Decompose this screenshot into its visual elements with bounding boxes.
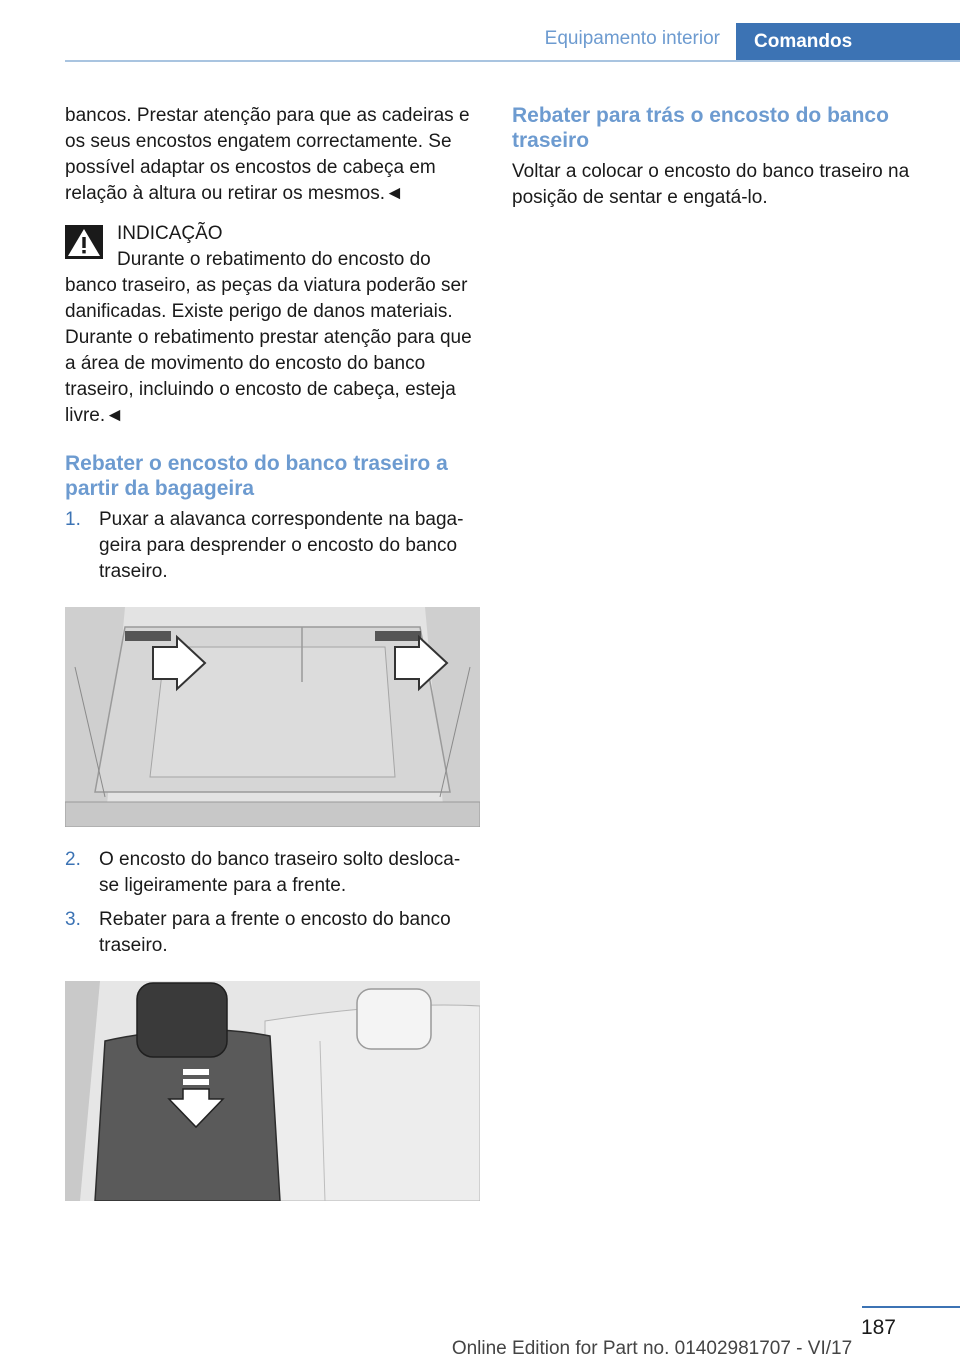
note-title: INDICAÇÃO <box>117 223 223 244</box>
right-column <box>512 103 930 211</box>
step-number: 2. <box>65 849 81 870</box>
footer-divider <box>862 1306 960 1308</box>
list-item <box>65 847 480 899</box>
list-item <box>65 907 480 959</box>
steps-list-continued <box>65 847 480 959</box>
steps-list <box>65 507 480 585</box>
note-body: Durante o rebatimento do encosto do banco traseiro, as peças da viatura poderão ser danificadas. Existe perigo de danos materiais. Durante o rebatimento prestar atenção para que a área de movimento do encosto do banco traseiro, incluindo o encosto de cabeça, esteja livre.◄ <box>65 249 472 426</box>
left-column <box>65 103 480 1221</box>
warning-triangle-icon <box>65 225 103 259</box>
step-number: 3. <box>65 909 81 930</box>
caution-note <box>65 221 480 429</box>
seat-backrest-fold-illustration <box>65 981 480 1201</box>
section-heading-fold-from-trunk: Rebater o encosto do banco traseiro a partir da bagageira <box>65 452 448 500</box>
list-item <box>65 507 480 585</box>
right-body-paragraph: Voltar a colocar o encosto do banco traseiro na posição de sentar e engatá-lo. <box>512 161 910 208</box>
trunk-release-lever-illustration <box>65 607 480 827</box>
step-number: 1. <box>65 509 81 530</box>
step-text: Rebater para a frente o encosto do banco traseiro. <box>99 909 451 956</box>
page-number: 187 <box>860 1316 896 1339</box>
step-text: O encosto do banco traseiro solto desloca-se ligeiramente para a frente. <box>99 849 461 896</box>
header-section-title: Equipamento interior <box>544 28 720 49</box>
header-chapter-tab: Comandos <box>736 23 960 62</box>
step-text: Puxar a alavanca correspondente na bagageira para desprender o encosto do banco traseiro. <box>99 509 464 582</box>
footer-edition <box>0 1338 960 1360</box>
header-divider <box>65 60 960 62</box>
intro-paragraph: bancos. Prestar atenção para que as cadeiras e os seus encostos engatem correctamente. Se possível adaptar os encostos de cabeça em relação à altura ou retirar os mesmos.◄ <box>65 105 470 204</box>
section-heading-fold-back: Rebater para trás o encosto do banco traseiro <box>512 104 889 152</box>
edition-text: Online Edition for Part no. 01402981707 - VI/17 <box>451 1338 853 1359</box>
